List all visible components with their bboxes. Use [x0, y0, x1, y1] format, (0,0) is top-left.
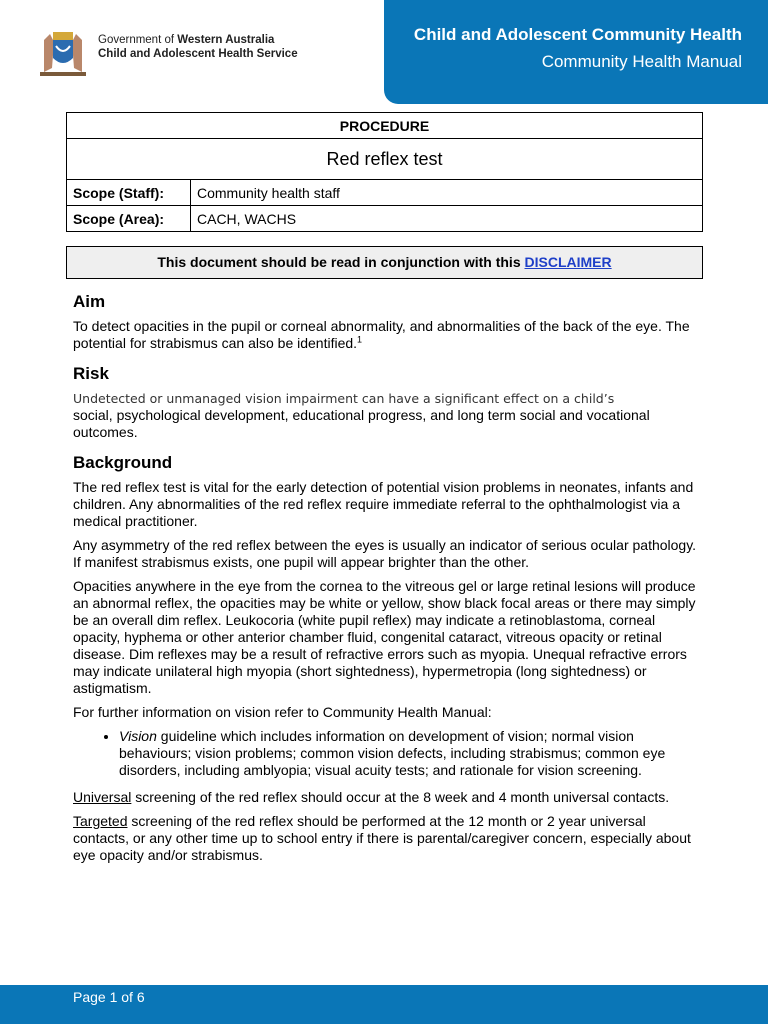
scope-staff-label: Scope (Staff):	[67, 180, 191, 206]
risk-heading: Risk	[73, 364, 109, 383]
page-footer	[0, 985, 768, 1024]
disclaimer-text: This document should be read in conjunction with this	[157, 254, 525, 270]
reference-list	[73, 728, 703, 779]
targeted-screening-paragraph: Targeted screening of the red reflex should be performed at the 12 month or 2 year universal contacts, or any other time up to school entry if there is parental/caregiver concern, especially about eye opacity and/or strabismus.	[73, 813, 691, 863]
aim-heading: Aim	[73, 292, 106, 311]
banner-subtitle: Community Health Manual	[541, 52, 742, 71]
disclaimer-box	[66, 246, 703, 279]
wa-coat-of-arms-icon	[34, 28, 92, 78]
header-banner	[384, 0, 768, 104]
background-paragraph-2: Any asymmetry of the red reflex between the eyes is usually an indicator of serious ocular pathology. If manifest strabismus exists, one pupil will appear brighter than the other.	[73, 537, 697, 570]
scope-area-label: Scope (Area):	[67, 206, 191, 232]
page-number: Page 1 of 6	[73, 989, 145, 1005]
list-item: • Vision guideline which includes information on development of vision; normal vision behaviours; vision problems; common vision defects, including strabismus; common eye disorders, including amblyopia; visual acuity tests; and rationale for vision screening.	[119, 728, 703, 779]
government-line: Government of Western Australia	[98, 34, 275, 46]
background-paragraph-4: For further information on vision refer to Community Health Manual:	[73, 704, 492, 720]
risk-paragraph	[73, 390, 703, 441]
background-paragraph-1: The red reflex test is vital for the early detection of potential vision problems in neonates, infants and children. Any abnormalities of the red reflex require immediate referral to the ophthalmologist via a medical practitioner.	[73, 479, 694, 529]
aim-paragraph: To detect opacities in the pupil or corneal abnormality, and abnormalities of the back of the eye. The potential for strabismus can also be identified.$^1$	[73, 318, 690, 351]
background-heading: Background	[73, 453, 173, 472]
risk-line-2: social, psychological development, educational progress, and long term social and vocational outcomes.	[73, 407, 650, 440]
scope-area-value: CACH, WACHS	[191, 206, 703, 232]
procedure-label: PROCEDURE	[67, 113, 703, 139]
scope-staff-value: Community health staff	[191, 180, 703, 206]
procedure-table	[66, 112, 703, 232]
vision-guideline-name: Vision	[119, 728, 157, 744]
universal-screening-paragraph: Universal screening of the red reflex should occur at the 8 week and 4 month universal contacts.	[73, 789, 670, 805]
government-header	[98, 33, 298, 61]
document-body	[73, 292, 703, 871]
document-title: Red reflex test	[67, 139, 703, 180]
reference-marker: 1	[357, 334, 363, 345]
background-paragraph-3: Opacities anywhere in the eye from the cornea to the vitreous gel or large retinal lesions will produce an abnormal reflex, the opacities may be white or yellow, show black focal areas or there may simply be an overall dim reflex. Leukocoria (white pupil reflex) may indicate a retinoblastoma, corneal opacity, hyphema or other anterior chamber fluid, congenital cataract, vitreous opacity or retinal disease. Dim reflexes may be a result of refractive errors such as myopia. Unequal refractive errors may indicate unilateral high myopia (short sightedness), hypermetropia (long sightedness) or astigmatism.	[73, 578, 696, 696]
risk-line-1: Undetected or unmanaged vision impairment can have a significant effect on a child’s	[73, 391, 615, 406]
disclaimer-link[interactable]: DISCLAIMER	[524, 254, 612, 270]
service-name: Child and Adolescent Health Service	[98, 48, 298, 60]
banner-title: Child and Adolescent Community Health	[413, 25, 742, 44]
